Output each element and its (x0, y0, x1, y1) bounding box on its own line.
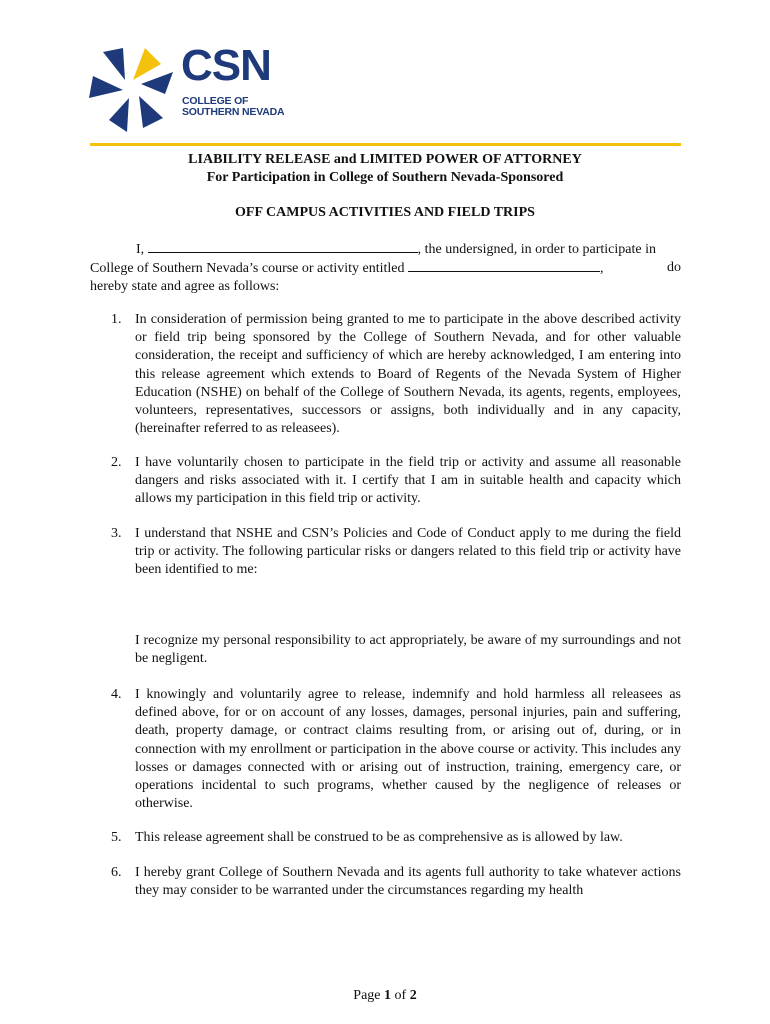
logo-line2: SOUTHERN NEVADA (182, 106, 285, 118)
item-text: I have voluntarily chosen to participate in the field trip or activity and assume all reasonable dangers and risks associated with it. I certify that I am in suitable health and capacity which allows my participation in this field trip or activity. (135, 455, 681, 507)
item-text: I recognize my personal responsibility to act appropriately, be aware of my surroundings and not be negligent. (135, 633, 681, 667)
name-field[interactable] (148, 240, 418, 253)
item-number: 2. (111, 455, 122, 470)
list-item (111, 311, 681, 438)
doc-title-line1: LIABILITY RELEASE and LIMITED POWER OF ATTORNEY (188, 152, 582, 167)
intro-state: hereby state and agree as follows: (90, 279, 280, 295)
item-text: In consideration of permission being granted to me to participate in the above described activity or field trip being sponsored by the College of Southern Nevada, and for other valuable consideration, the receipt and sufficiency of which are hereby acknowledged, I am entering into this release agreement which extends to Board of Regents of the Nevada System of Higher Education (NSHE) on behalf of the College of Southern Nevada, its agents, regents, employees, volunteers, representatives, successors or assigns, both individually and in any capacity, (hereinafter referred to as releasees). (135, 312, 681, 437)
list-item (111, 686, 681, 813)
list-item (111, 454, 681, 509)
footer-page-word: Page (353, 988, 381, 1003)
item-number: 4. (111, 687, 122, 702)
footer-page-total: 2 (409, 988, 417, 1003)
intro-do: do (667, 260, 681, 276)
item-number: 6. (111, 865, 122, 880)
intro-after-name: , the undersigned, in order to participate in (417, 242, 656, 257)
intro-paragraph (90, 240, 681, 297)
footer-of-word: of (394, 988, 407, 1003)
doc-title-line2: For Participation in College of Southern Nevada-Sponsored (206, 170, 564, 185)
course-field[interactable] (408, 259, 600, 272)
item-text: I understand that NSHE and CSN’s Policies and Code of Conduct apply to me during the field trip or activity. The following particular risks or dangers related to this field trip or activity have been identified to me: (135, 526, 681, 578)
item-text: I knowingly and voluntarily agree to release, indemnify and hold harmless all releasees as defined above, for or on account of any losses, damages, personal injuries, pain and suffering, death, property damage, or contract claims resulting from, or arising out of, during, or in connection with my enrollment or participation in the above course or activity. This includes any losses or damages connected with or arising out of instruction, training, emergency care, or operations incidental to such programs, whether caused by the negligence of releases or otherwise. (135, 687, 681, 812)
header-rule (90, 143, 681, 146)
item-number: 1. (111, 312, 122, 327)
list-item (111, 632, 681, 668)
intro-comma: , (600, 261, 604, 277)
list-item (111, 525, 681, 580)
list-item (111, 829, 681, 847)
footer-page-num: 1 (384, 988, 392, 1003)
page-footer (0, 988, 770, 1004)
logo-subtitle (182, 96, 284, 118)
item-number: 3. (111, 526, 122, 541)
doc-title-line3: OFF CAMPUS ACTIVITIES AND FIELD TRIPS (235, 205, 535, 220)
item-text: I hereby grant College of Southern Nevada and its agents full authority to take whatever actions they may consider to be warranted under the circumstances regarding my health (135, 865, 681, 899)
item-text: This release agreement shall be construed to be as comprehensive as is allowed by law. (135, 830, 623, 845)
logo-line1: COLLEGE OF (182, 95, 249, 107)
logo-brand: CSN (181, 41, 271, 90)
intro-course-text: College of Southern Nevada’s course or activity entitled (90, 261, 405, 277)
intro-i: I, (136, 242, 145, 257)
list-item (111, 864, 681, 900)
item-number: 5. (111, 830, 122, 845)
